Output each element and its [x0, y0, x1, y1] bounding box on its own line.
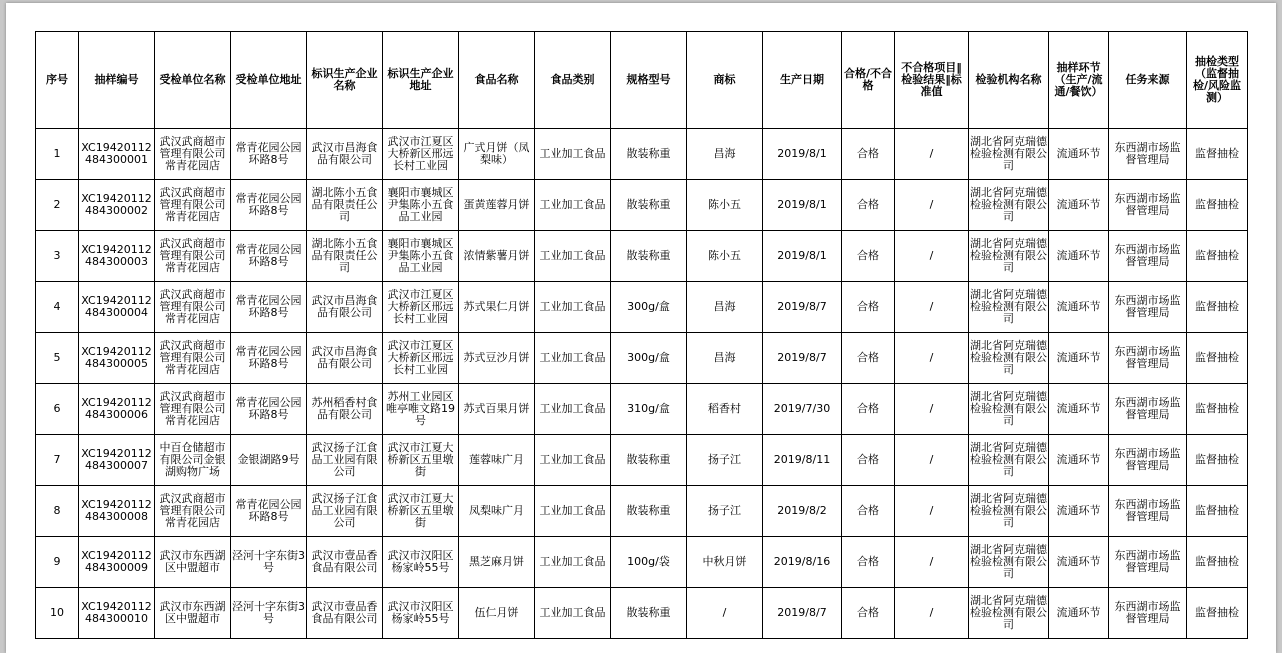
cell-inspected-address: 金银湖路9号: [231, 435, 307, 486]
cell-task-source: 东西湖市场监督管理局: [1109, 435, 1187, 486]
header-cell-food-name: 食品名称: [459, 32, 535, 129]
cell-index: 4: [36, 282, 79, 333]
cell-task-source: 东西湖市场监督管理局: [1109, 282, 1187, 333]
cell-spec: 散装称重: [611, 435, 687, 486]
cell-production-date: 2019/8/2: [763, 486, 842, 537]
cell-manufacturer-address: 武汉市江夏大桥新区五里墩街: [383, 486, 459, 537]
cell-inspected-unit: 武汉市东西湖区中盟超市: [155, 537, 231, 588]
header-cell-failed-items: 不合格项目‖检验结果‖标准值: [895, 32, 969, 129]
cell-lab: 湖北省阿克瑞德检验检测有限公司: [969, 129, 1049, 180]
cell-food-name: 苏式百果月饼: [459, 384, 535, 435]
table-row: [36, 588, 1248, 639]
cell-index: 1: [36, 129, 79, 180]
cell-sampling-stage: 流通环节: [1049, 231, 1109, 282]
cell-failed-items: /: [895, 435, 969, 486]
cell-manufacturer: 武汉市昌海食品有限公司: [307, 129, 383, 180]
table-row: [36, 435, 1248, 486]
cell-lab: 湖北省阿克瑞德检验检测有限公司: [969, 384, 1049, 435]
cell-sampling-stage: 流通环节: [1049, 588, 1109, 639]
header-cell-sample-no: 抽样编号: [79, 32, 155, 129]
cell-production-date: 2019/8/11: [763, 435, 842, 486]
cell-task-source: 东西湖市场监督管理局: [1109, 129, 1187, 180]
cell-food-name: 苏式果仁月饼: [459, 282, 535, 333]
cell-manufacturer-address: 武汉市江夏区大桥新区邢远长村工业园: [383, 282, 459, 333]
cell-manufacturer: 武汉市昌海食品有限公司: [307, 333, 383, 384]
cell-task-source: 东西湖市场监督管理局: [1109, 384, 1187, 435]
table-row: [36, 486, 1248, 537]
cell-manufacturer: 武汉扬子江食品工业园有限公司: [307, 486, 383, 537]
cell-food-name: 蛋黄莲蓉月饼: [459, 180, 535, 231]
cell-manufacturer-address: 襄阳市襄城区尹集陈小五食品工业园: [383, 180, 459, 231]
cell-manufacturer-address: 武汉市汉阳区杨家岭55号: [383, 537, 459, 588]
cell-inspection-type: 监督抽检: [1187, 129, 1248, 180]
cell-food-category: 工业加工食品: [535, 537, 611, 588]
cell-food-name: 凤梨味广月: [459, 486, 535, 537]
cell-result: 合格: [842, 435, 895, 486]
document-page: [6, 3, 1276, 653]
cell-lab: 湖北省阿克瑞德检验检测有限公司: [969, 231, 1049, 282]
cell-food-name: 浓情紫薯月饼: [459, 231, 535, 282]
cell-failed-items: /: [895, 231, 969, 282]
cell-brand: 昌海: [687, 129, 763, 180]
cell-manufacturer: 武汉市壹品香食品有限公司: [307, 588, 383, 639]
cell-inspected-address: 常青花园公园环路8号: [231, 282, 307, 333]
cell-lab: 湖北省阿克瑞德检验检测有限公司: [969, 435, 1049, 486]
cell-food-name: 广式月饼（凤梨味）: [459, 129, 535, 180]
cell-result: 合格: [842, 588, 895, 639]
cell-inspected-address: 泾河十字东街3号: [231, 537, 307, 588]
header-cell-brand: 商标: [687, 32, 763, 129]
cell-index: 9: [36, 537, 79, 588]
cell-inspected-unit: 武汉武商超市管理有限公司常青花园店: [155, 282, 231, 333]
cell-inspection-type: 监督抽检: [1187, 588, 1248, 639]
cell-food-name: 黑芝麻月饼: [459, 537, 535, 588]
header-cell-production-date: 生产日期: [763, 32, 842, 129]
cell-inspected-unit: 武汉市东西湖区中盟超市: [155, 588, 231, 639]
cell-brand: 扬子江: [687, 486, 763, 537]
cell-inspection-type: 监督抽检: [1187, 333, 1248, 384]
header-cell-sampling-stage: 抽样环节（生产/流通/餐饮）: [1049, 32, 1109, 129]
cell-lab: 湖北省阿克瑞德检验检测有限公司: [969, 180, 1049, 231]
cell-manufacturer: 湖北陈小五食品有限责任公司: [307, 180, 383, 231]
cell-inspected-unit: 武汉武商超市管理有限公司常青花园店: [155, 180, 231, 231]
cell-inspection-type: 监督抽检: [1187, 231, 1248, 282]
cell-index: 5: [36, 333, 79, 384]
table-row: [36, 180, 1248, 231]
cell-manufacturer: 湖北陈小五食品有限责任公司: [307, 231, 383, 282]
cell-lab: 湖北省阿克瑞德检验检测有限公司: [969, 537, 1049, 588]
cell-sample-no: XC19420112484300007: [79, 435, 155, 486]
cell-inspection-type: 监督抽检: [1187, 282, 1248, 333]
cell-result: 合格: [842, 180, 895, 231]
cell-production-date: 2019/8/7: [763, 588, 842, 639]
header-cell-manufacturer: 标识生产企业名称: [307, 32, 383, 129]
cell-inspected-unit: 武汉武商超市管理有限公司常青花园店: [155, 333, 231, 384]
cell-result: 合格: [842, 384, 895, 435]
cell-manufacturer-address: 武汉市汉阳区杨家岭55号: [383, 588, 459, 639]
cell-food-name: 莲蓉味广月: [459, 435, 535, 486]
cell-food-name: 苏式豆沙月饼: [459, 333, 535, 384]
cell-spec: 散装称重: [611, 231, 687, 282]
cell-inspected-address: 常青花园公园环路8号: [231, 333, 307, 384]
cell-brand: 昌海: [687, 333, 763, 384]
cell-manufacturer: 武汉扬子江食品工业园有限公司: [307, 435, 383, 486]
table-row: [36, 129, 1248, 180]
cell-task-source: 东西湖市场监督管理局: [1109, 588, 1187, 639]
cell-lab: 湖北省阿克瑞德检验检测有限公司: [969, 282, 1049, 333]
cell-food-category: 工业加工食品: [535, 129, 611, 180]
cell-manufacturer-address: 武汉市江夏大桥新区五里墩街: [383, 435, 459, 486]
header-cell-inspected-unit: 受检单位名称: [155, 32, 231, 129]
cell-spec: 散装称重: [611, 180, 687, 231]
cell-food-category: 工业加工食品: [535, 384, 611, 435]
cell-brand: 扬子江: [687, 435, 763, 486]
cell-sample-no: XC19420112484300006: [79, 384, 155, 435]
cell-inspection-type: 监督抽检: [1187, 537, 1248, 588]
cell-sample-no: XC19420112484300003: [79, 231, 155, 282]
cell-food-category: 工业加工食品: [535, 231, 611, 282]
cell-production-date: 2019/8/7: [763, 282, 842, 333]
cell-sampling-stage: 流通环节: [1049, 486, 1109, 537]
cell-index: 7: [36, 435, 79, 486]
cell-production-date: 2019/8/16: [763, 537, 842, 588]
table-row: [36, 537, 1248, 588]
cell-inspected-address: 常青花园公园环路8号: [231, 231, 307, 282]
cell-spec: 散装称重: [611, 486, 687, 537]
cell-manufacturer-address: 武汉市江夏区大桥新区邢远长村工业园: [383, 333, 459, 384]
cell-food-name: 伍仁月饼: [459, 588, 535, 639]
cell-inspection-type: 监督抽检: [1187, 435, 1248, 486]
cell-index: 6: [36, 384, 79, 435]
cell-index: 3: [36, 231, 79, 282]
cell-spec: 300g/盒: [611, 333, 687, 384]
header-cell-result: 合格/不合格: [842, 32, 895, 129]
table-body: [36, 129, 1248, 639]
cell-inspected-unit: 武汉武商超市管理有限公司常青花园店: [155, 231, 231, 282]
table-row: [36, 231, 1248, 282]
header-cell-task-source: 任务来源: [1109, 32, 1187, 129]
cell-brand: /: [687, 588, 763, 639]
cell-inspection-type: 监督抽检: [1187, 180, 1248, 231]
cell-task-source: 东西湖市场监督管理局: [1109, 333, 1187, 384]
cell-sampling-stage: 流通环节: [1049, 282, 1109, 333]
cell-production-date: 2019/7/30: [763, 384, 842, 435]
cell-lab: 湖北省阿克瑞德检验检测有限公司: [969, 486, 1049, 537]
cell-lab: 湖北省阿克瑞德检验检测有限公司: [969, 333, 1049, 384]
cell-result: 合格: [842, 333, 895, 384]
cell-inspection-type: 监督抽检: [1187, 486, 1248, 537]
cell-inspected-unit: 武汉武商超市管理有限公司常青花园店: [155, 129, 231, 180]
table-row: [36, 333, 1248, 384]
cell-production-date: 2019/8/1: [763, 180, 842, 231]
header-cell-index: 序号: [36, 32, 79, 129]
cell-result: 合格: [842, 486, 895, 537]
cell-result: 合格: [842, 537, 895, 588]
cell-inspected-address: 常青花园公园环路8号: [231, 129, 307, 180]
cell-production-date: 2019/8/7: [763, 333, 842, 384]
table-row: [36, 282, 1248, 333]
cell-task-source: 东西湖市场监督管理局: [1109, 537, 1187, 588]
cell-failed-items: /: [895, 282, 969, 333]
cell-sample-no: XC19420112484300002: [79, 180, 155, 231]
cell-failed-items: /: [895, 384, 969, 435]
cell-index: 8: [36, 486, 79, 537]
cell-spec: 300g/盒: [611, 282, 687, 333]
cell-failed-items: /: [895, 537, 969, 588]
header-cell-lab: 检验机构名称: [969, 32, 1049, 129]
cell-food-category: 工业加工食品: [535, 435, 611, 486]
cell-spec: 310g/盒: [611, 384, 687, 435]
cell-inspected-address: 泾河十字东街3号: [231, 588, 307, 639]
cell-sample-no: XC19420112484300009: [79, 537, 155, 588]
cell-sampling-stage: 流通环节: [1049, 180, 1109, 231]
cell-inspected-address: 常青花园公园环路8号: [231, 180, 307, 231]
header-cell-manufacturer-address: 标识生产企业地址: [383, 32, 459, 129]
cell-manufacturer-address: 苏州工业园区唯亭唯文路19号: [383, 384, 459, 435]
cell-inspected-address: 常青花园公园环路8号: [231, 384, 307, 435]
cell-sample-no: XC19420112484300001: [79, 129, 155, 180]
cell-brand: 昌海: [687, 282, 763, 333]
cell-sample-no: XC19420112484300005: [79, 333, 155, 384]
cell-result: 合格: [842, 231, 895, 282]
cell-index: 2: [36, 180, 79, 231]
table-header-row: [36, 32, 1248, 129]
cell-food-category: 工业加工食品: [535, 180, 611, 231]
cell-result: 合格: [842, 282, 895, 333]
cell-task-source: 东西湖市场监督管理局: [1109, 180, 1187, 231]
header-cell-inspected-address: 受检单位地址: [231, 32, 307, 129]
cell-result: 合格: [842, 129, 895, 180]
cell-inspected-unit: 中百仓储超市有限公司金银湖购物广场: [155, 435, 231, 486]
cell-sampling-stage: 流通环节: [1049, 384, 1109, 435]
cell-manufacturer-address: 襄阳市襄城区尹集陈小五食品工业园: [383, 231, 459, 282]
cell-sampling-stage: 流通环节: [1049, 333, 1109, 384]
cell-sample-no: XC19420112484300010: [79, 588, 155, 639]
cell-brand: 中秋月饼: [687, 537, 763, 588]
cell-spec: 散装称重: [611, 129, 687, 180]
cell-brand: 陈小五: [687, 180, 763, 231]
cell-brand: 陈小五: [687, 231, 763, 282]
cell-sampling-stage: 流通环节: [1049, 537, 1109, 588]
cell-inspected-address: 常青花园公园环路8号: [231, 486, 307, 537]
table-row: [36, 384, 1248, 435]
cell-failed-items: /: [895, 588, 969, 639]
cell-sample-no: XC19420112484300004: [79, 282, 155, 333]
cell-production-date: 2019/8/1: [763, 231, 842, 282]
cell-inspected-unit: 武汉武商超市管理有限公司常青花园店: [155, 384, 231, 435]
cell-brand: 稻香村: [687, 384, 763, 435]
cell-failed-items: /: [895, 333, 969, 384]
cell-spec: 散装称重: [611, 588, 687, 639]
cell-food-category: 工业加工食品: [535, 486, 611, 537]
cell-sampling-stage: 流通环节: [1049, 435, 1109, 486]
cell-manufacturer-address: 武汉市江夏区大桥新区邢远长村工业园: [383, 129, 459, 180]
cell-failed-items: /: [895, 180, 969, 231]
cell-index: 10: [36, 588, 79, 639]
header-cell-food-category: 食品类别: [535, 32, 611, 129]
cell-task-source: 东西湖市场监督管理局: [1109, 486, 1187, 537]
cell-sample-no: XC19420112484300008: [79, 486, 155, 537]
header-cell-inspection-type: 抽检类型（监督抽检/风险监测）: [1187, 32, 1248, 129]
cell-manufacturer: 武汉市昌海食品有限公司: [307, 282, 383, 333]
cell-food-category: 工业加工食品: [535, 588, 611, 639]
cell-failed-items: /: [895, 486, 969, 537]
cell-inspection-type: 监督抽检: [1187, 384, 1248, 435]
header-cell-spec: 规格型号: [611, 32, 687, 129]
cell-food-category: 工业加工食品: [535, 333, 611, 384]
cell-production-date: 2019/8/1: [763, 129, 842, 180]
cell-task-source: 东西湖市场监督管理局: [1109, 231, 1187, 282]
cell-spec: 100g/袋: [611, 537, 687, 588]
cell-manufacturer: 苏州稻香村食品有限公司: [307, 384, 383, 435]
cell-failed-items: /: [895, 129, 969, 180]
cell-food-category: 工业加工食品: [535, 282, 611, 333]
cell-manufacturer: 武汉市壹品香食品有限公司: [307, 537, 383, 588]
cell-lab: 湖北省阿克瑞德检验检测有限公司: [969, 588, 1049, 639]
cell-sampling-stage: 流通环节: [1049, 129, 1109, 180]
inspection-results-table: [35, 31, 1248, 639]
cell-inspected-unit: 武汉武商超市管理有限公司常青花园店: [155, 486, 231, 537]
